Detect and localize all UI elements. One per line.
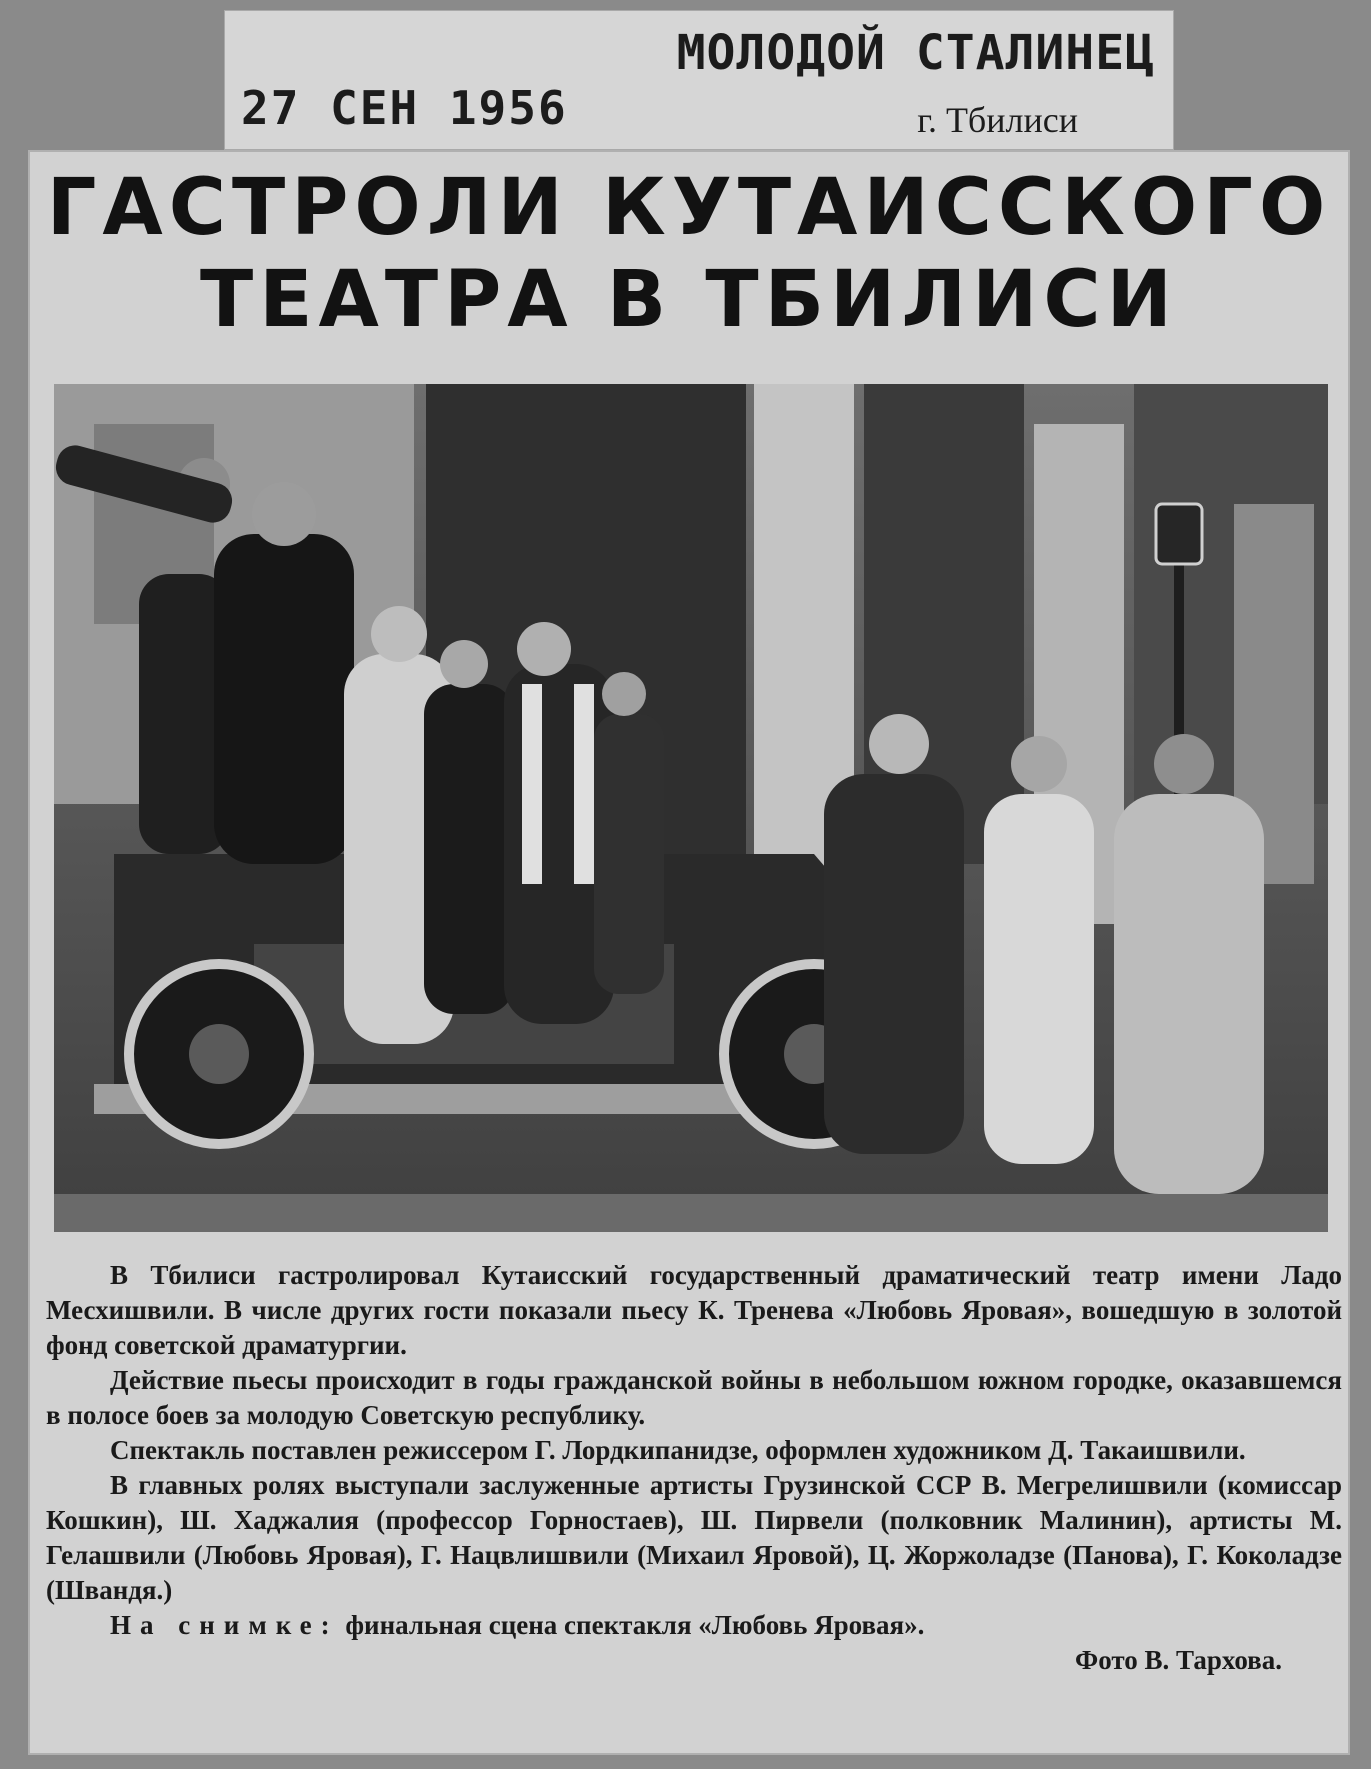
photo-credit: Фото В. Тархова. <box>1075 1645 1282 1675</box>
article-paragraph: В Тбилиси гастролировал Кутаисский государственный драматический театр имени Ладо Месхишвили. В числе других гости показали пьесу К. Тренева «Любовь Яровая», вошедшую в золотой фонд советской драматургии. <box>46 1260 1342 1360</box>
caption-text: финальная сцена спектакля «Любовь Яровая». <box>338 1610 925 1640</box>
newspaper-clipping <box>28 150 1350 1755</box>
headline-line-2: ТЕАТРА В ТБИЛИСИ <box>200 255 1178 345</box>
stamp-newspaper-name: МОЛОДОЙ СТАЛИНЕЦ <box>676 25 1155 81</box>
stamp-city: г. Тбилиси <box>917 100 1078 140</box>
stamp-date: 27 СЕН 1956 <box>241 81 568 135</box>
photo-caption <box>46 1608 1342 1643</box>
stage-photo <box>54 384 1328 1232</box>
archive-stamp <box>224 10 1174 150</box>
article-paragraph: Спектакль поставлен режиссером Г. Лордкипанидзе, оформлен художником Д. Такаишвили. <box>110 1435 1246 1465</box>
article-paragraph: Действие пьесы происходит в годы гражданской войны в небольшом южном городке, оказавшемся в полосе боев за молодую Советскую республику. <box>46 1365 1342 1430</box>
caption-lead: На снимке: <box>110 1610 339 1640</box>
stage-photo-illustration <box>54 384 1328 1232</box>
article-body <box>46 1258 1342 1678</box>
headline <box>30 162 1348 346</box>
article-paragraph: В главных ролях выступали заслуженные артисты Грузинской ССР В. Мегрелишвили (комиссар Кошкин), Ш. Хаджалия (профессор Горностаев), Ш. Пирвели (полковник Малинин), артисты М. Гелашвили (Любовь Яровая), Г. Нацвлишвили (Михаил Яровой), Ц. Жоржоладзе (Панова), Г. Коколадзе (Швандя.) <box>46 1470 1342 1605</box>
headline-line-1: ГАСТРОЛИ КУТАИССКОГО <box>46 163 1332 253</box>
